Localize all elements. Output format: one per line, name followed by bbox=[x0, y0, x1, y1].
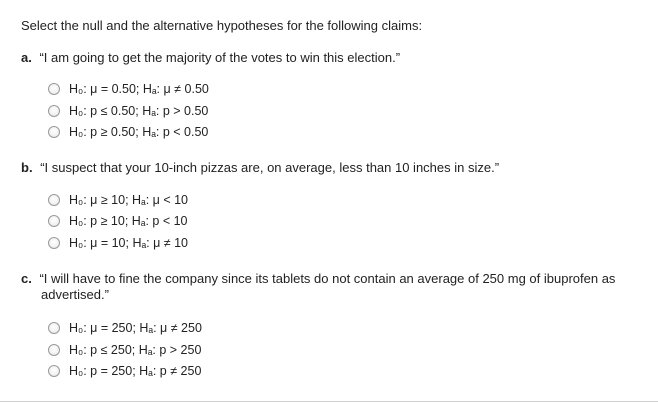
option-text: H₀: p ≤ 250; Hₐ: p > 250 bbox=[69, 343, 202, 357]
option-text: H₀: p ≥ 10; Hₐ: p < 10 bbox=[69, 214, 188, 228]
radio-button-icon[interactable] bbox=[48, 83, 60, 95]
option-text: H₀: p ≤ 0.50; Hₐ: p > 0.50 bbox=[69, 104, 209, 118]
question-b-label bbox=[21, 160, 651, 176]
radio-button-icon[interactable] bbox=[48, 365, 60, 377]
option-text: H₀: p = 250; Hₐ: p ≠ 250 bbox=[69, 364, 202, 378]
question-a-option-1[interactable] bbox=[48, 81, 209, 97]
question-b-option-3[interactable] bbox=[48, 235, 188, 251]
radio-button-icon[interactable] bbox=[48, 194, 60, 206]
radio-button-icon[interactable] bbox=[48, 215, 60, 227]
radio-button-icon[interactable] bbox=[48, 322, 60, 334]
question-c-claim: “I will have to fine the company since its tablets do not contain an average of 250 mg of ibuprofen as bbox=[39, 271, 616, 286]
question-c-claim-continued: advertised.” bbox=[41, 287, 109, 302]
instructions-text: Select the null and the alternative hypotheses for the following claims: bbox=[21, 18, 423, 33]
question-c-option-3[interactable] bbox=[48, 363, 201, 379]
option-text: H₀: μ = 10; Hₐ: μ ≠ 10 bbox=[69, 236, 188, 250]
question-a-letter: a. bbox=[21, 50, 32, 65]
radio-button-icon[interactable] bbox=[48, 237, 60, 249]
radio-button-icon[interactable] bbox=[48, 105, 60, 117]
option-text: H₀: μ ≥ 10; Hₐ: μ < 10 bbox=[69, 193, 188, 207]
option-text: H₀: μ = 0.50; Hₐ: μ ≠ 0.50 bbox=[69, 82, 209, 96]
question-a-option-2[interactable] bbox=[48, 103, 208, 119]
question-a-option-3[interactable] bbox=[48, 124, 208, 140]
question-b-option-2[interactable] bbox=[48, 213, 188, 229]
radio-button-icon[interactable] bbox=[48, 344, 60, 356]
question-c-letter: c. bbox=[21, 271, 32, 286]
question-a-label bbox=[21, 50, 651, 66]
radio-button-icon[interactable] bbox=[48, 126, 60, 138]
question-b-claim: “I suspect that your 10-inch pizzas are, on average, less than 10 inches in size.” bbox=[40, 160, 500, 175]
question-c-option-1[interactable] bbox=[48, 320, 202, 336]
bottom-divider bbox=[0, 401, 658, 402]
option-text: H₀: p ≥ 0.50; Hₐ: p < 0.50 bbox=[69, 125, 209, 139]
question-a-claim: “I am going to get the majority of the votes to win this election.” bbox=[39, 50, 401, 65]
question-b-option-1[interactable] bbox=[48, 192, 188, 208]
question-c-label bbox=[21, 271, 651, 303]
option-text: H₀: μ = 250; Hₐ: μ ≠ 250 bbox=[69, 321, 202, 335]
question-c-option-2[interactable] bbox=[48, 342, 201, 358]
question-b-letter: b. bbox=[21, 160, 33, 175]
